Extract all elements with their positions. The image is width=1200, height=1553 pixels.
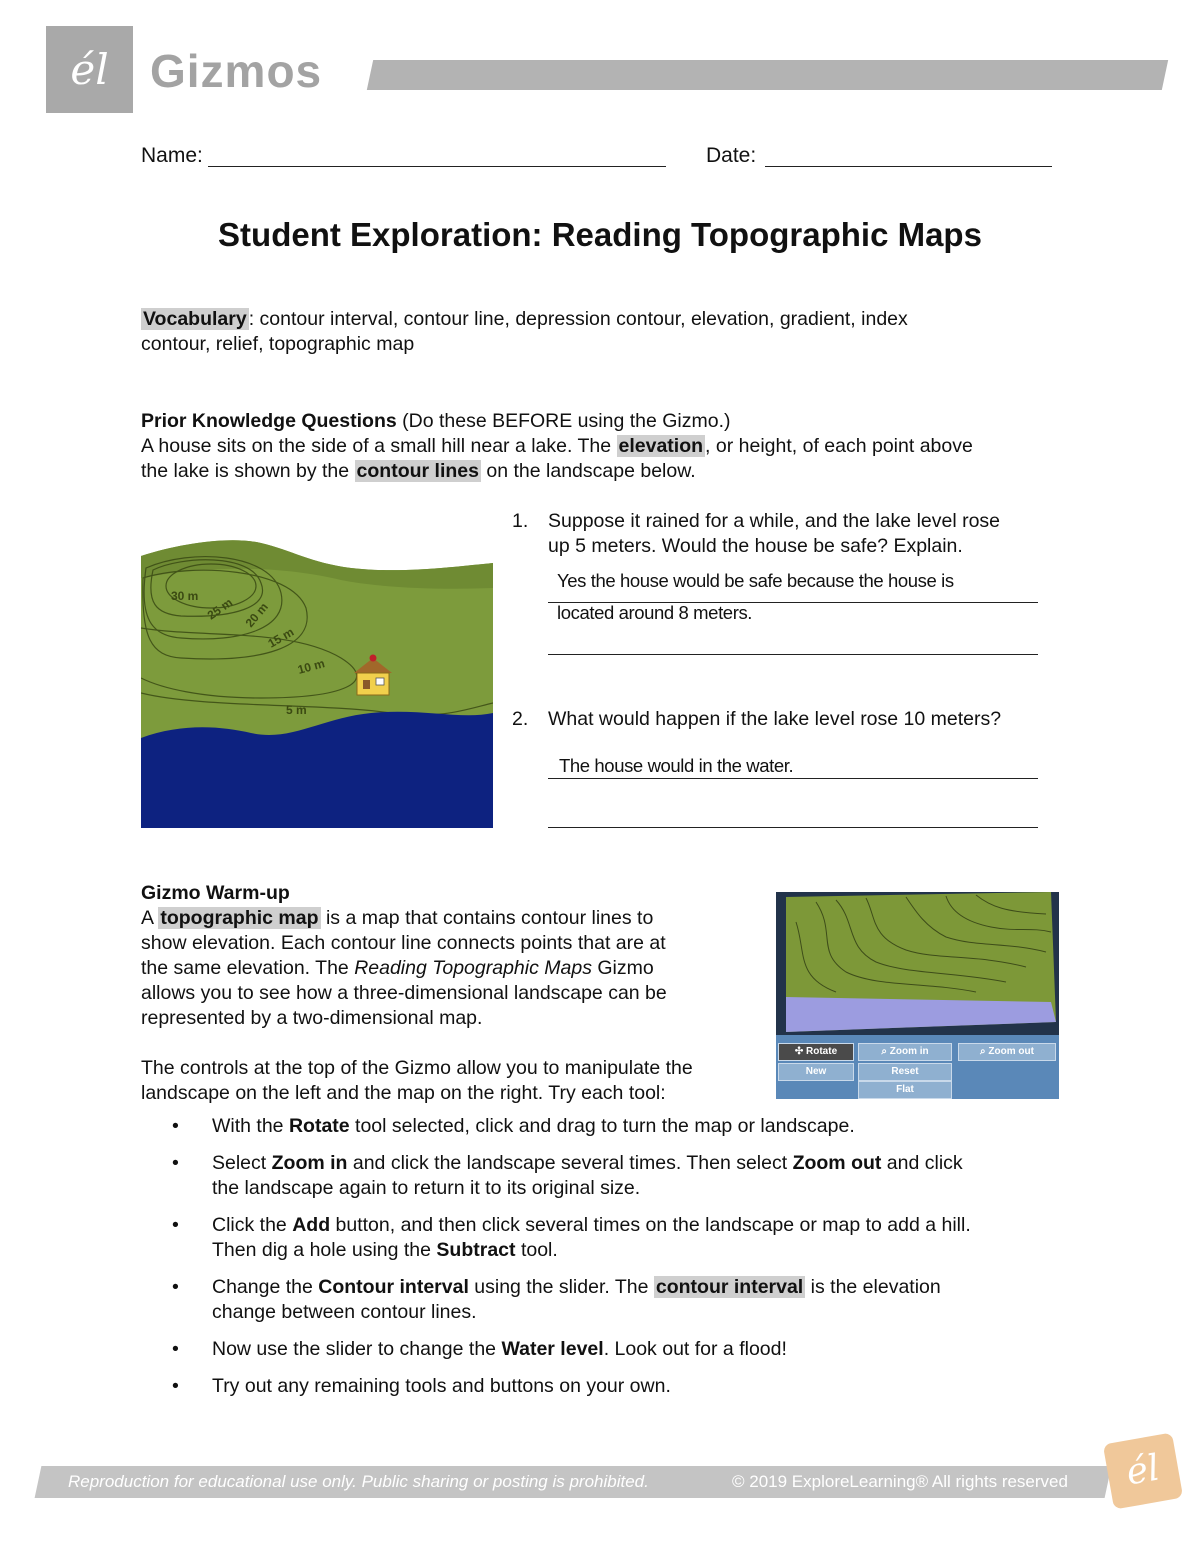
question-2-number: 2.	[512, 708, 529, 730]
zoom-out-label: Zoom out	[988, 1046, 1034, 1057]
list-item: • Try out any remaining tools and buttons on your own.	[172, 1375, 671, 1397]
question-1-line-2: up 5 meters. Would the house be safe? Explain.	[548, 535, 963, 557]
hill-landscape-svg	[141, 508, 493, 828]
footer-notice: Reproduction for educational use only. Public sharing or posting is prohibited.	[68, 1472, 649, 1491]
list-item: • Now use the slider to change the Water level. Look out for a flood!	[172, 1338, 787, 1360]
prior-text: A house sits on the side of a small hill near a lake. The	[141, 435, 617, 457]
list-item: • Change the Contour interval using the slider. The contour interval is the elevation change between contour lines.	[172, 1276, 941, 1323]
zoom-in-label: Zoom in	[889, 1046, 929, 1057]
date-label: Date:	[706, 144, 757, 167]
warmup-p2-line-1: The controls at the top of the Gizmo allow you to manipulate the	[141, 1057, 693, 1079]
gizmo-screenshot	[776, 892, 1059, 1099]
rotate-label: Rotate	[806, 1046, 838, 1057]
zoom-out-button[interactable]	[958, 1043, 1056, 1061]
term-topographic-map: topographic map	[160, 907, 319, 929]
reset-button[interactable]: Reset	[858, 1063, 952, 1081]
name-label: Name:	[141, 144, 203, 167]
name-field[interactable]	[208, 142, 666, 167]
new-button[interactable]: New	[778, 1063, 854, 1081]
gizmo-name: Reading Topographic Maps	[354, 957, 592, 979]
warmup-p1-line-1	[141, 906, 761, 931]
prior-line-2	[141, 459, 1081, 484]
vocabulary-label: Vocabulary	[143, 308, 247, 330]
warmup-text: the same elevation. The	[141, 957, 355, 979]
warmup-heading: Gizmo Warm-up	[141, 882, 290, 904]
answer-1-line-1[interactable]: Yes the house would be safe because the house is	[557, 570, 954, 591]
prior-heading-line	[141, 409, 1061, 434]
vocabulary-line-2: contour, relief, topographic map	[141, 333, 415, 355]
vocabulary-terms-1: : contour interval, contour line, depression contour, elevation, gradient, index	[248, 308, 908, 330]
brand-name: Gizmos	[150, 45, 323, 97]
zoom-in-button[interactable]	[858, 1043, 952, 1061]
gizmo-control-panel	[776, 1035, 1059, 1099]
bullet-icon: •	[172, 1152, 179, 1174]
contour-label-20: 20 m	[242, 599, 271, 630]
tool-instructions-list	[170, 1114, 1070, 1411]
contour-label-15: 15 m	[265, 624, 297, 651]
bullet-icon: •	[172, 1375, 179, 1397]
contour-label-30: 30 m	[171, 589, 199, 603]
bullet-icon: •	[172, 1115, 179, 1137]
prior-text: the lake is shown by the	[141, 460, 355, 482]
zoom-out-icon: ⌕	[980, 1046, 989, 1057]
bullet-icon: •	[172, 1276, 179, 1298]
warmup-p1-line-4: allows you to see how a three-dimensional landscape can be	[141, 982, 667, 1004]
contour-label-5: 5 m	[286, 703, 307, 717]
warmup-text: Gizmo	[591, 957, 654, 979]
answer-line	[548, 778, 1038, 779]
question-1-line-1: Suppose it rained for a while, and the lake level rose	[548, 510, 1001, 532]
prior-line-1	[141, 434, 1081, 459]
warmup-p2-line-2: landscape on the left and the map on the right. Try each tool:	[141, 1082, 666, 1104]
page-title: Student Exploration: Reading Topographic Maps	[218, 216, 982, 253]
answer-2-line-1[interactable]: The house would in the water.	[559, 755, 794, 776]
footer-copyright: © 2019 ExploreLearning® All rights reserved	[732, 1472, 1068, 1491]
prior-text: , or height, of each point above	[705, 435, 973, 457]
warmup-p1-line-2: show elevation. Each contour line connects points that are at	[141, 932, 666, 954]
question-1-number: 1.	[512, 510, 529, 532]
flat-button[interactable]: Flat	[858, 1081, 952, 1099]
warmup-text: is a map that contains contour lines to	[320, 907, 654, 929]
list-item: • Select Zoom in and click the landscape several times. Then select Zoom out and click the landscape again to return it to its original size.	[172, 1152, 963, 1199]
answer-line	[548, 654, 1038, 655]
gizmo-map-svg	[776, 892, 1059, 1035]
prior-heading-note: (Do these BEFORE using the Gizmo.)	[396, 410, 731, 432]
term-contour-interval: contour interval	[655, 1276, 804, 1298]
contour-label-25: 25 m	[204, 595, 236, 623]
rotate-icon: ✣	[794, 1046, 807, 1057]
header-bar	[367, 60, 1168, 90]
term-contour-lines: contour lines	[356, 460, 479, 482]
prior-text: on the landscape below.	[480, 460, 696, 482]
question-2-line-1: What would happen if the lake level rose 10 meters?	[548, 708, 1002, 730]
gizmos-logo-icon: él	[46, 26, 133, 113]
term-elevation: elevation	[618, 435, 704, 457]
contour-label-10: 10 m	[296, 656, 327, 677]
bullet-icon: •	[172, 1214, 179, 1236]
answer-1-line-2[interactable]: located around 8 meters.	[557, 602, 753, 623]
answer-line	[548, 827, 1038, 828]
hill-landscape-image	[141, 508, 493, 828]
zoom-in-icon: ⌕	[881, 1046, 890, 1057]
warmup-p1-line-3	[141, 956, 761, 981]
rotate-button[interactable]	[778, 1043, 854, 1061]
list-item: • Click the Add button, and then click several times on the landscape or map to add a hill. Then dig a hole using the Subtract tool.	[172, 1214, 971, 1261]
date-field[interactable]	[765, 142, 1052, 167]
list-item: • With the Rotate tool selected, click and drag to turn the map or landscape.	[172, 1115, 855, 1137]
warmup-p1-line-5: represented by a two-dimensional map.	[141, 1007, 483, 1029]
warmup-text: A	[141, 907, 159, 929]
bullet-icon: •	[172, 1338, 179, 1360]
explorelearning-logo-icon: él	[1103, 1432, 1183, 1509]
prior-heading: Prior Knowledge Questions	[141, 410, 397, 432]
vocabulary-line-1	[141, 307, 1041, 332]
